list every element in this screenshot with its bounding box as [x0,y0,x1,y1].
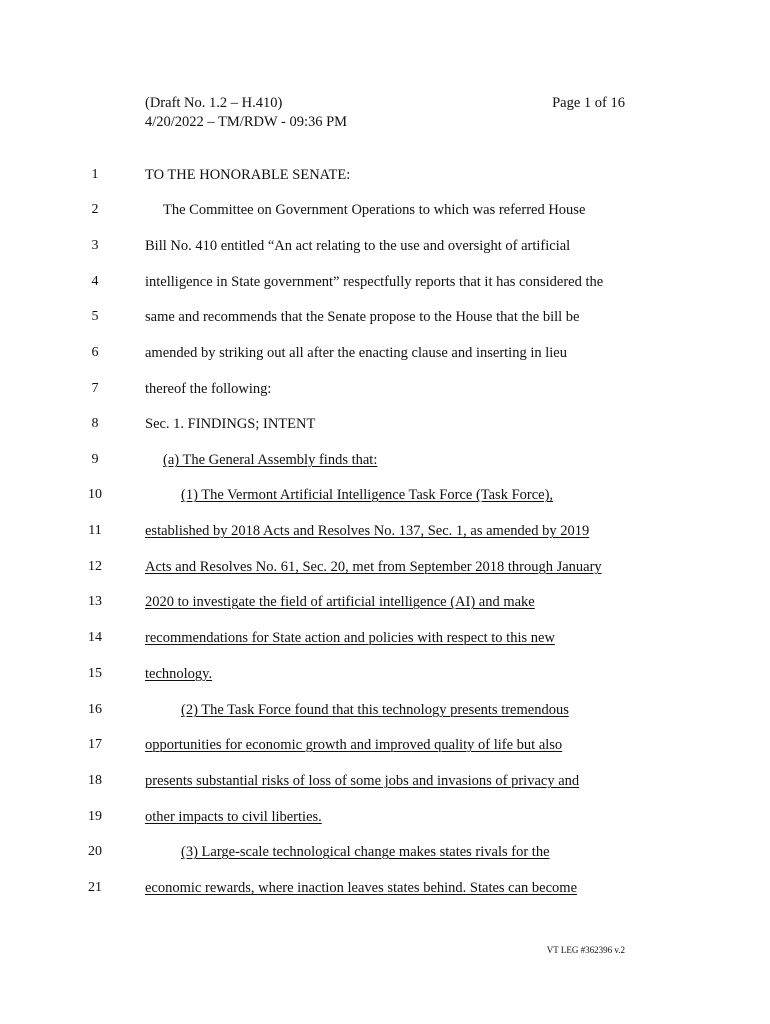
line-text: Acts and Resolves No. 61, Sec. 20, met from September 2018 through January [145,559,602,575]
line-number: 10 [88,487,102,502]
line-text: Bill No. 410 entitled “An act relating to the use and oversight of artificial [145,238,571,254]
line-row [0,626,770,650]
line-number: 14 [88,630,102,645]
line-row [0,234,770,258]
line-row [0,662,770,686]
line-row [0,341,770,365]
line-text: intelligence in State government” respectfully reports that it has considered the [145,274,604,290]
line-text: opportunities for economic growth and improved quality of life but also [145,737,563,753]
section-heading: Sec. 1. FINDINGS; INTENT [145,416,316,432]
line-row [0,377,770,401]
page-number: Page 1 of 16 [552,95,625,111]
line-number: 19 [88,809,102,824]
line-number: 1 [91,167,99,182]
line-row [0,590,770,614]
line-number: 20 [88,844,102,859]
line-number: 2 [91,202,99,217]
line-number: 7 [91,381,99,396]
line-row [0,412,770,436]
line-number: 16 [88,702,102,717]
line-text: (2) The Task Force found that this technology presents tremendous [181,702,569,718]
line-number: 11 [88,523,102,538]
line-number: 4 [91,274,99,289]
line-row [0,840,770,864]
line-text: amended by striking out all after the enacting clause and inserting in lieu [145,345,567,361]
line-row [0,698,770,722]
line-row [0,769,770,793]
line-row [0,733,770,757]
line-number: 17 [88,737,102,752]
line-text: (3) Large-scale technological change makes states rivals for the [181,844,550,860]
line-number: 21 [88,880,102,895]
line-text: TO THE HONORABLE SENATE: [145,167,351,183]
line-number: 5 [91,309,99,324]
line-number: 13 [88,594,102,609]
line-number: 8 [91,416,99,431]
line-row [0,198,770,222]
line-text: thereof the following: [145,381,272,397]
line-text: recommendations for State action and policies with respect to this new [145,630,555,646]
line-text: presents substantial risks of loss of some jobs and invasions of privacy and [145,773,580,789]
line-text: technology. [145,666,213,682]
line-row [0,483,770,507]
line-row [0,448,770,472]
draft-date: 4/20/2022 – TM/RDW - 09:36 PM [145,114,348,130]
line-text: The Committee on Government Operations to which was referred House [163,202,586,218]
line-number: 15 [88,666,102,681]
line-row [0,805,770,829]
line-number: 6 [91,345,99,360]
line-text: (1) The Vermont Artificial Intelligence Task Force (Task Force), [181,487,554,503]
line-text: established by 2018 Acts and Resolves No. 137, Sec. 1, as amended by 2019 [145,523,590,539]
line-text: other impacts to civil liberties. [145,809,322,825]
line-number: 18 [88,773,102,788]
line-row [0,163,770,187]
line-text: (a) The General Assembly finds that: [163,452,378,468]
line-text: 2020 to investigate the field of artificial intelligence (AI) and make [145,594,535,610]
line-text: same and recommends that the Senate propose to the House that the bill be [145,309,580,325]
line-row [0,555,770,579]
document-footer-tag: VT LEG #362396 v.2 [546,945,625,955]
line-row [0,519,770,543]
document-header [145,94,347,132]
line-number: 12 [88,559,102,574]
line-text: economic rewards, where inaction leaves states behind. States can become [145,880,578,896]
line-number: 9 [91,452,99,467]
line-number: 3 [91,238,99,253]
line-row [0,876,770,900]
draft-label: (Draft No. 1.2 – H.410) [145,95,283,111]
line-row [0,270,770,294]
line-row [0,305,770,329]
